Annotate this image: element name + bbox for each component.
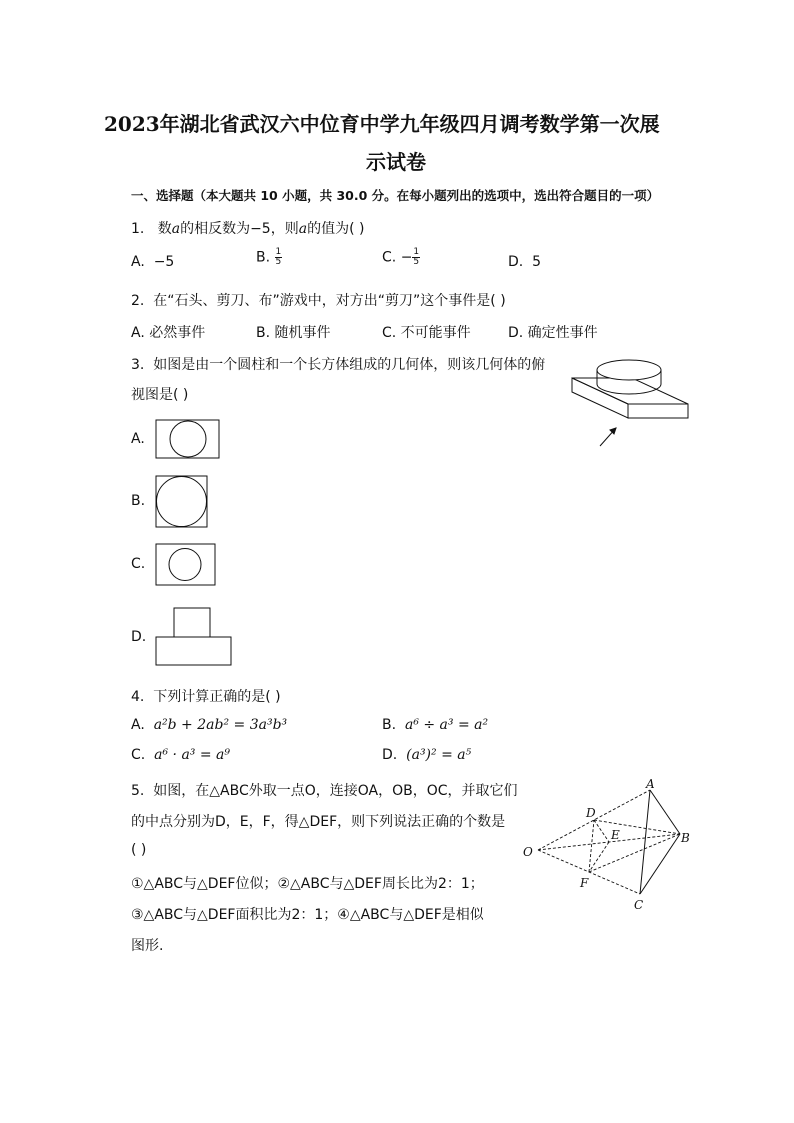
q4-option-b-label: B. — [382, 717, 397, 733]
q2-number: 2. — [131, 293, 145, 309]
question-5 — [131, 780, 518, 800]
q5-text-line6: 图形. — [131, 938, 164, 954]
q3-option-d-label: D. — [131, 629, 147, 645]
q2-option-a: A. 必然事件 — [131, 325, 206, 341]
q1-option-c-label: C. — [382, 249, 397, 266]
q4-option-c-label: C. — [131, 747, 146, 763]
q4-option-c — [131, 747, 230, 763]
q5-text-line5: ③△ABC与△DEF面积比为2：1；④△ABC与△DEF是相似 — [131, 907, 484, 923]
point-a-label: A — [646, 777, 655, 791]
q3-option-b-figure — [155, 475, 209, 529]
q1-option-a-label: A. — [131, 254, 145, 270]
q4-number: 4. — [131, 689, 145, 705]
q4-option-b-expr: a⁶ ÷ a³ = a² — [404, 717, 489, 733]
q1-option-b-numerator: 1 — [275, 247, 282, 257]
q1-option-d — [508, 254, 541, 270]
q5-text-line2: 的中点分别为D，E，F，得△DEF，则下列说法正确的个数是 — [131, 814, 506, 830]
page-title-line2: 示试卷 — [366, 150, 426, 174]
q1-pre: 数 — [157, 221, 172, 237]
point-c-label: C — [634, 898, 644, 912]
question-4 — [131, 686, 281, 706]
q1-option-c-denominator: 5 — [413, 257, 420, 267]
q3-option-a-label: A. — [131, 431, 145, 447]
q3-text-line2: 视图是( ) — [131, 387, 189, 403]
q3-option-c-figure — [155, 543, 217, 587]
q3-option-d-figure — [155, 607, 233, 667]
q4-option-a-expr: a²b + 2ab² = 3a³b³ — [153, 717, 288, 733]
q3-text-line1: 如图是由一个圆柱和一个长方体组成的几何体，则该几何体的俯 — [153, 357, 546, 373]
q4-option-b — [382, 717, 488, 733]
q1-option-d-value: 5 — [532, 254, 542, 270]
q3-option-a-figure — [155, 419, 221, 461]
q1-option-a — [131, 254, 174, 270]
q1-option-b-fraction — [275, 248, 283, 267]
question-2 — [131, 290, 506, 310]
question-3 — [131, 354, 545, 374]
q3-option-c-label: C. — [131, 556, 146, 572]
point-f-label: F — [580, 876, 589, 890]
q1-option-a-value: −5 — [153, 254, 175, 270]
q1-option-c — [382, 248, 420, 267]
q4-option-d — [382, 747, 471, 763]
q1-var-a: a — [171, 221, 181, 237]
page-title-line1: 2023年湖北省武汉六中位育中学九年级四月调考数学第一次展 — [104, 112, 660, 136]
q4-option-c-expr: a⁶ · a³ = a⁹ — [154, 747, 230, 763]
q4-text: 下列计算正确的是( ) — [153, 689, 281, 705]
q2-option-d: D. 确定性事件 — [508, 325, 598, 341]
q3-number: 3. — [131, 357, 145, 373]
q5-text-line4: ①△ABC与△DEF位似；②△ABC与△DEF周长比为2：1； — [131, 876, 484, 892]
q1-option-d-label: D. — [508, 254, 524, 270]
point-b-label: B — [681, 831, 690, 845]
q4-option-a-label: A. — [131, 717, 145, 733]
q1-post: 的值为( ) — [307, 221, 365, 237]
q2-option-c: C. 不可能事件 — [382, 325, 471, 341]
q4-option-d-expr: (a³)² = a⁵ — [406, 747, 472, 763]
q1-var-a2: a — [298, 221, 308, 237]
point-o-label: O — [523, 845, 533, 859]
q4-option-d-label: D. — [382, 747, 398, 763]
q1-mid: 的相反数为−5，则 — [180, 221, 299, 237]
q2-text: 在“石头、剪刀、布”游戏中，对方出“剪刀”这个事件是( ) — [153, 293, 506, 309]
point-d-label: D — [586, 806, 596, 820]
q1-option-c-sign: − — [400, 249, 413, 266]
q1-option-c-fraction — [412, 248, 420, 267]
q5-number: 5. — [131, 783, 145, 799]
point-e-label: E — [611, 828, 620, 842]
q1-number: 1. — [131, 221, 145, 237]
q4-option-a — [131, 717, 287, 733]
q1-option-b-denominator: 5 — [275, 257, 282, 267]
q5-text-line1: 如图，在△ABC外取一点O，连接OA，OB，OC，并取它们 — [153, 783, 518, 799]
q1-option-b-label: B. — [256, 249, 271, 266]
q1-option-c-numerator: 1 — [413, 247, 420, 257]
question-1 — [131, 218, 364, 238]
q5-geometry-figure — [518, 776, 698, 916]
q5-text-line3: ( ) — [131, 842, 147, 858]
q3-solid-figure — [568, 356, 692, 448]
q3-option-b-label: B. — [131, 493, 146, 509]
q2-option-b: B. 随机事件 — [256, 325, 331, 341]
q1-option-b — [256, 248, 282, 267]
section-heading: 一、选择题（本大题共 10 小题，共 30.0 分。在每小题列出的选项中，选出符合题目的一项） — [131, 188, 660, 203]
